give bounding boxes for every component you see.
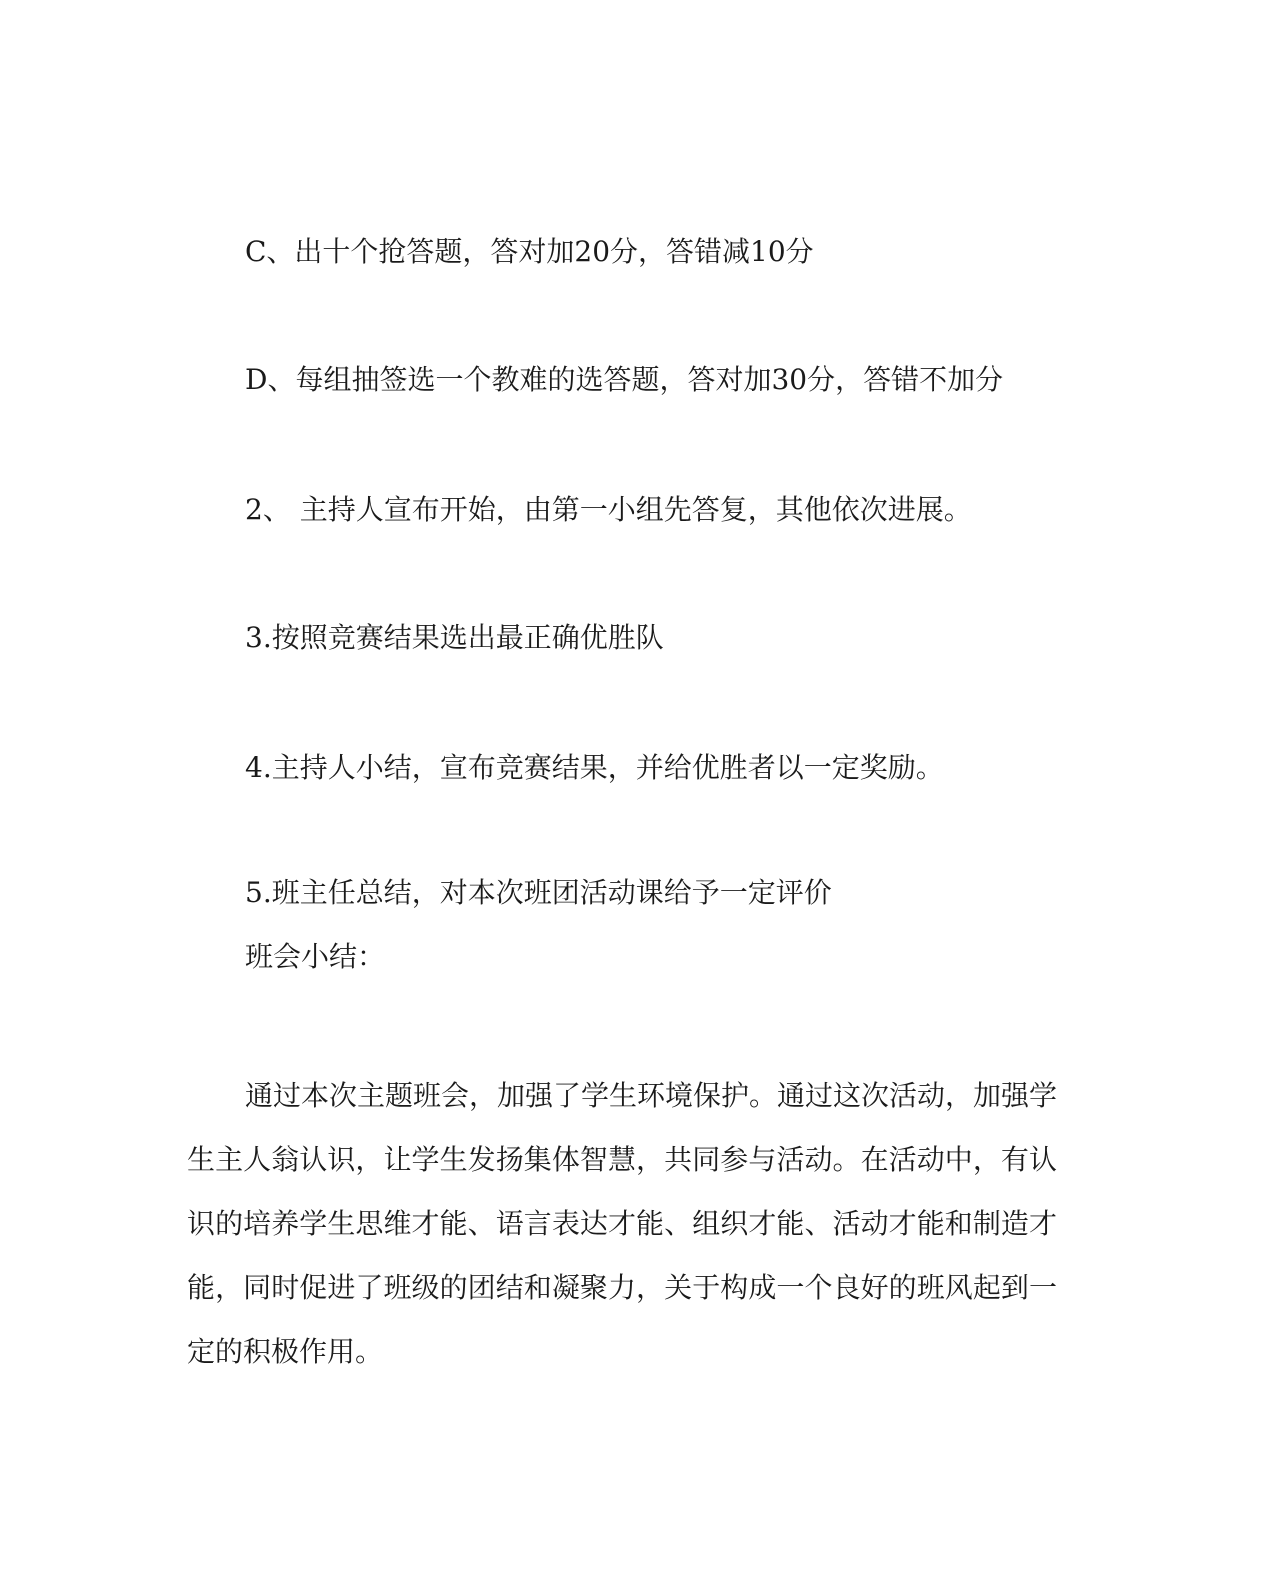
step-3: 3.按照竞赛结果选出最正确优胜队 — [245, 621, 664, 654]
summary-heading: 班会小结： — [245, 940, 386, 973]
step-2: 2、 主持人宣布开始，由第一小组先答复，其他依次进展。 — [245, 493, 972, 526]
step-5: 5.班主任总结，对本次班团活动课给予一定评价 — [245, 876, 832, 909]
step-4: 4.主持人小结，宣布竞赛结果，并给优胜者以一定奖励。 — [245, 751, 944, 784]
summary-paragraph: 通过本次主题班会，加强了学生环境保护。通过这次活动，加强学生主人翁认识，让学生发扬集体智慧，共同参与活动。在活动中，有认识的培养学生思维才能、语言表达才能、组织才能、活动才能和制造才能，同时促进了班级的团结和凝聚力，关于构成一个良好的班风起到一定的积极作用。 — [187, 1079, 1058, 1368]
item-d: D、每组抽签选一个教难的选答题，答对加30分，答错不加分 — [245, 363, 1004, 396]
item-c: C、出十个抢答题，答对加20分，答错减10分 — [245, 235, 814, 268]
